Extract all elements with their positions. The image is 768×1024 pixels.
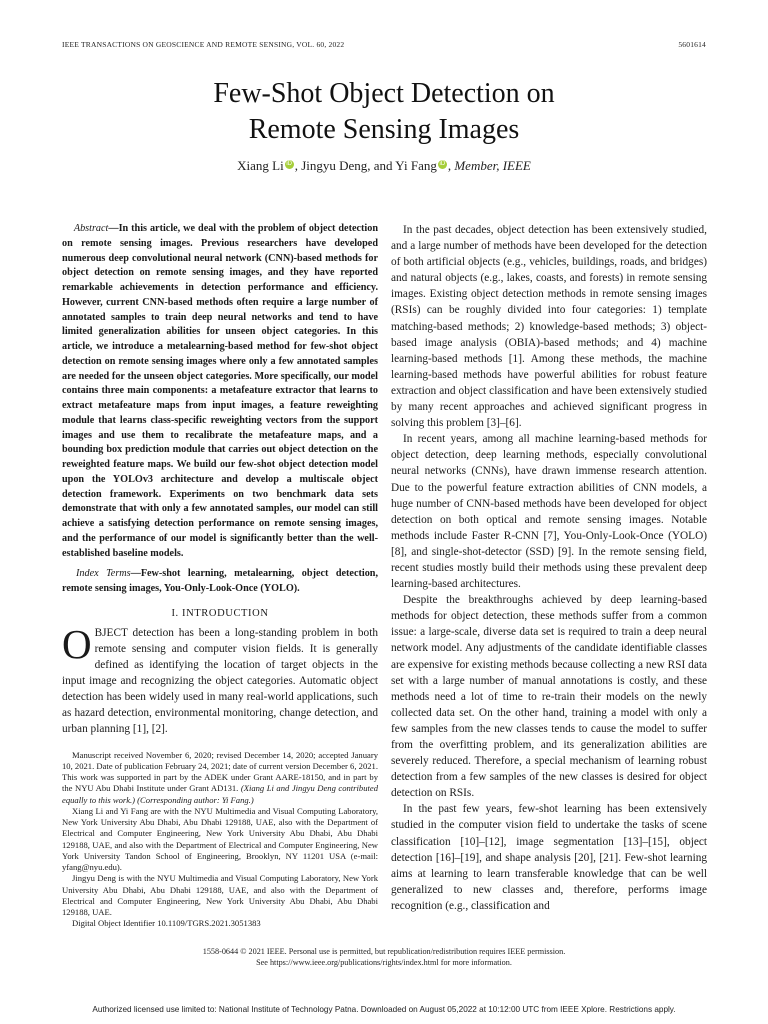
author-separator: ,	[447, 158, 455, 173]
footnote-doi[interactable]: Digital Object Identifier 10.1109/TGRS.2021.3051383	[72, 918, 261, 929]
copyright-line-1: 1558-0644 © 2021 IEEE. Personal use is permitted, but republication/redistribution requires IEEE permission.	[202, 947, 566, 956]
body-paragraph-3: Despite the breakthroughs achieved by deep learning-based methods for object detection, these methods suffer from a common issue: a large-scale, diverse data set is required to train a deep neural network model. Any adjustments of the candidate identifiable classes are expensive for existing methods because collecting a new RSI data set with a large number of manual annotations is costly, and these methods need a lot of time to re-train their models on the newly collected data set. On the other hand, training a model with only a few samples from the new classes tends to cause the model to suffer from the overfitting problem, and its generalization abilities are severely reduced. Therefore, a special mechanism of learning robust detection from a few samples of the new classes is desired for object detection on RSIs.	[391, 594, 707, 800]
abstract-label: Abstract	[73, 223, 109, 234]
abstract	[62, 222, 378, 561]
orcid-icon[interactable]: iD	[286, 160, 293, 167]
body-paragraph-2: In recent years, among all machine learning-based methods for object detection, deep learning methods, especially convolutional neural networks (CNNs), have drawn immense research attention. Due to the powerful feature extraction abilities of CNN models, a huge number of CNN-based methods have been developed for object detection on both optical and remote sensing images. Notable methods include Faster R-CNN [7], You-Only-Look-Once (YOLO) [8], and single-shot-detector (SSD) [9]. In the remote sensing field, recent studies mostly build their methods using these prevalent deep learning-based architectures.	[391, 433, 707, 591]
index-terms-text: Few-shot learning, metalearning, object detection, remote sensing images, You-Only-Look-Once (YOLO).	[62, 568, 378, 594]
abstract-dash: —	[108, 223, 119, 234]
body-paragraph-4: In the past few years, few-shot learning has been extensively studied in the computer vision field to undertake the tasks of scene classification [10]–[12], image segmentation [13]–[15], object detection [16]–[19], and shape analysis [20], [21]. Few-shot learning aims at learning to learn transferable knowledge that can be well generalized to new classes and, therefore, performs image recognition (e.g., classification and	[391, 803, 707, 912]
index-terms-dash: —	[130, 568, 141, 580]
index-terms	[62, 567, 378, 597]
copyright-notice	[0, 946, 768, 968]
dropcap: O	[62, 620, 92, 667]
intro-paragraph-1	[62, 620, 378, 738]
footnote-manuscript	[62, 750, 378, 806]
footnotes	[62, 750, 378, 930]
paper-title	[0, 76, 768, 148]
author-line	[0, 158, 768, 174]
footnote-affiliation-2: Jingyu Deng is with the NYU Multimedia and Visual Computing Laboratory, New York University Abu Dhabi, Abu Dhabi 129188, UAE, and also with the Department of Electrical and Computer Engineering, New York University Abu Dhabi, Abu Dhabi 129188, UAE.	[62, 873, 378, 917]
abstract-text: In this article, we deal with the problem of object detection on remote sensing images. Previous researchers have developed numerous deep convolutional neural network (CNN)-based methods for object detection on remote sensing images, and they have reported remarkable achievements in detection performance and efficiency. However, current CNN-based methods often require a large number of annotated samples to train deep neural networks and tend to have limited generalization abilities for unseen object categories. In this article, we introduce a metalearning-based method for few-shot object detection on remote sensing images where only a few annotated samples are needed for the unseen object categories. More specifically, our model contains three main components: a metafeature extractor that learns to extract metafeature maps from input images, a feature reweighting module that learns class-specific reweighting vectors from the support images and use them to recalibrate the metafeature maps, and a bounding box prediction module that carries out object detection on the reweighted feature maps. We build our few-shot object detection model upon the YOLOv3 architecture and develop a multiscale object detection framework. Experiments on two benchmark data sets demonstrate that with only a few annotated samples, our model can still achieve a satisfying detection performance on remote sensing images, and the performance of our model is significantly better than the well-established baseline models.	[62, 223, 379, 559]
right-column	[391, 222, 707, 914]
title-line-2: Remote Sensing Images	[248, 114, 520, 145]
copyright-line-2[interactable]: See https://www.ieee.org/publications/rights/index.html for more information.	[256, 958, 512, 967]
running-header	[62, 40, 706, 49]
article-number: 5601614	[678, 40, 706, 49]
orcid-icon[interactable]: iD	[439, 160, 446, 167]
title-line-1: Few-Shot Object Detection on	[213, 78, 555, 109]
author-2-3: , Jingyu Deng, and Yi Fang	[294, 158, 437, 173]
left-column	[62, 222, 378, 930]
section-heading-introduction: I. INTRODUCTION	[171, 607, 269, 619]
index-terms-label: Index Terms	[76, 568, 131, 580]
author-1: Xiang Li	[237, 158, 284, 173]
intro-paragraph-1-text: BJECT detection has been a long-standing problem in both remote sensing and computer vision fields. It is generally defined as identifying the location of target objects in the input image and recognizing the object categories. Automatic object detection has been widely used in many real-world applications, such as hazard detection, environmental monitoring, change detection, and urban planning [1], [2].	[62, 626, 378, 736]
journal-name: IEEE TRANSACTIONS ON GEOSCIENCE AND REMOTE SENSING, VOL. 60, 2022	[62, 40, 345, 49]
footnote-affiliation-1: Xiang Li and Yi Fang are with the NYU Multimedia and Visual Computing Laboratory, New York University Abu Dhabi, Abu Dhabi 129188, UAE, also with the Department of Electrical and Computer Engineering, New York University Abu Dhabi, Abu Dhabi 129188, UAE, and also with the Department of Electrical and Computer Engineering, New York University Tandon School of Engineering, Brooklyn, NY 11201 USA (e-mail: yfang@nyu.edu).	[62, 805, 378, 872]
footnote-manuscript-text: Manuscript received November 6, 2020; revised December 14, 2020; accepted January 10, 2021. Date of publication February 24, 2021; date of current version December 6, 2021. This work was supported in part by the ADEK under Grant AARE-18150, and in part by the NYU Abu Dhabi Institute under Grant AD131.	[62, 749, 378, 794]
body-paragraph-1: In the past decades, object detection has been extensively studied, and a large number of methods have been developed for the detection of both artificial objects (e.g., vehicles, buildings, roads, and bridges) and natural objects (e.g., lakes, coasts, and forests) in remote sensing images. Existing object detection methods in remote sensing images (RSIs) can be roughly divided into four categories: 1) template matching-based methods; 2) knowledge-based methods; 3) object-based image analysis (OBIA)-based methods; and 4) machine learning-based methods [1]. Among these methods, the machine learning-based methods have powerful abilities for robust feature extraction and object classification and have been extensively studied by many recent approaches and achieved significant progress in solving this problem [3]–[6].	[391, 224, 707, 430]
license-notice: Authorized licensed use limited to: National Institute of Technology Patna. Downloaded on August 05,2022 at 10:12:00 UTC from IEEE Xplore. Restrictions apply.	[92, 1005, 676, 1014]
footnote-manuscript-italic: (Xiang Li and Jingyu Deng contributed equally to this work.) (Corresponding author: Yi Fang.)	[62, 783, 378, 805]
member-label: Member, IEEE	[454, 158, 531, 173]
